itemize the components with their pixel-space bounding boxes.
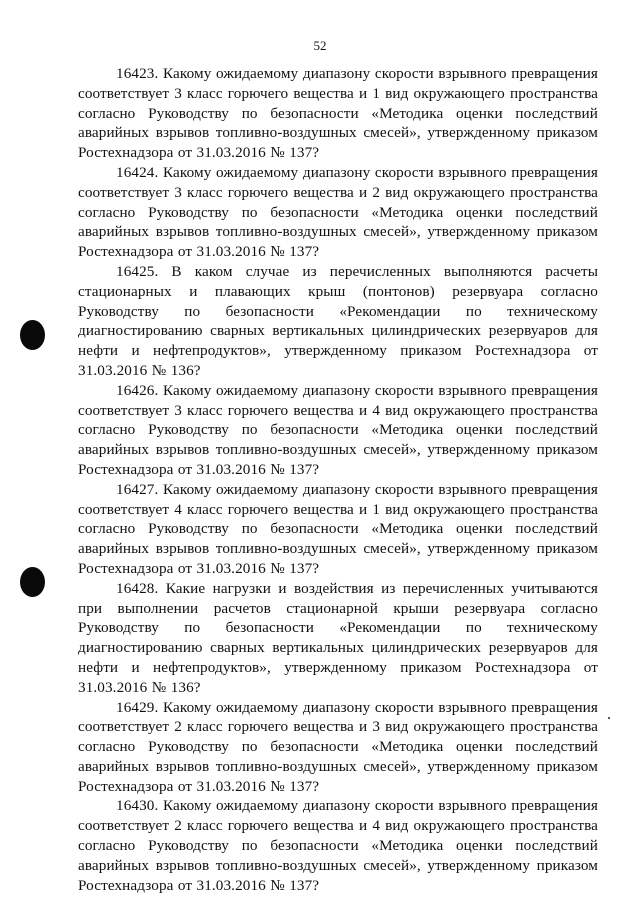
scan-speck xyxy=(608,717,610,719)
punch-hole-mark xyxy=(20,320,45,350)
question-paragraph: 16425. В каком случае из перечисленных выполняются расчеты стационарных и плавающих крыш (понтонов) резервуара согласно Руководству по безопасности «Рекомендации по техническому диагностированию сварных вертикальных цилиндрических резервуаров для нефти и нефтепродуктов», утвержденному приказом Ростехнадзора от 31.03.2016 № 136? xyxy=(78,262,598,379)
question-list xyxy=(78,64,598,895)
punch-hole-mark xyxy=(20,567,45,597)
question-paragraph: 16429. Какому ожидаемому диапазону скорости взрывного превращения соответствует 2 класс горючего вещества и 3 вид окружающего пространства согласно Руководству по безопасности «Методика оценки последствий аварийных взрывов топливно-воздушных смесей», утвержденному приказом Ростехнадзора от 31.03.2016 № 137? xyxy=(78,698,598,795)
question-paragraph: 16430. Какому ожидаемому диапазону скорости взрывного превращения соответствует 2 класс горючего вещества и 4 вид окружающего пространства согласно Руководству по безопасности «Методика оценки последствий аварийных взрывов топливно-воздушных смесей», утвержденному приказом Ростехнадзора от 31.03.2016 № 137? xyxy=(78,797,598,894)
question-paragraph: 16424. Какому ожидаемому диапазону скорости взрывного превращения соответствует 3 класс горючего вещества и 2 вид окружающего пространства согласно Руководству по безопасности «Методика оценки последствий аварийных взрывов топливно-воздушных смесей», утвержденному приказом Ростехнадзора от 31.03.2016 № 137? xyxy=(78,163,598,261)
page-number: 52 xyxy=(313,38,327,53)
question-paragraph: 16423. Какому ожидаемому диапазону скорости взрывного превращения соответствует 3 класс горючего вещества и 1 вид окружающего пространства согласно Руководству по безопасности «Методика оценки последствий аварийных взрывов топливно-воздушных смесей», утвержденному приказом Ростехнадзора от 31.03.2016 № 137? xyxy=(78,65,598,162)
question-paragraph: 16428. Какие нагрузки и воздействия из перечисленных учитываются при выполнении расчетов стационарной крыши резервуара согласно Руководству по безопасности «Рекомендации по техническому диагностированию сварных вертикальных цилиндрических резервуаров для нефти и нефтепродуктов», утвержденному приказом Ростехнадзора от 31.03.2016 № 136? xyxy=(78,579,598,696)
question-paragraph: 16426. Какому ожидаемому диапазону скорости взрывного превращения соответствует 3 класс горючего вещества и 4 вид окружающего пространства согласно Руководству по безопасности «Методика оценки последствий аварийных взрывов топливно-воздушных смесей», утвержденному приказом Ростехнадзора от 31.03.2016 № 137? xyxy=(78,381,598,478)
question-paragraph: 16427. Какому ожидаемому диапазону скорости взрывного превращения соответствует 4 класс горючего вещества и 1 вид окружающего пространства согласно Руководству по безопасности «Методика оценки последствий аварийных взрывов топливно-воздушных смесей», утвержденному приказом Ростехнадзора от 31.03.2016 № 137? xyxy=(78,480,598,577)
